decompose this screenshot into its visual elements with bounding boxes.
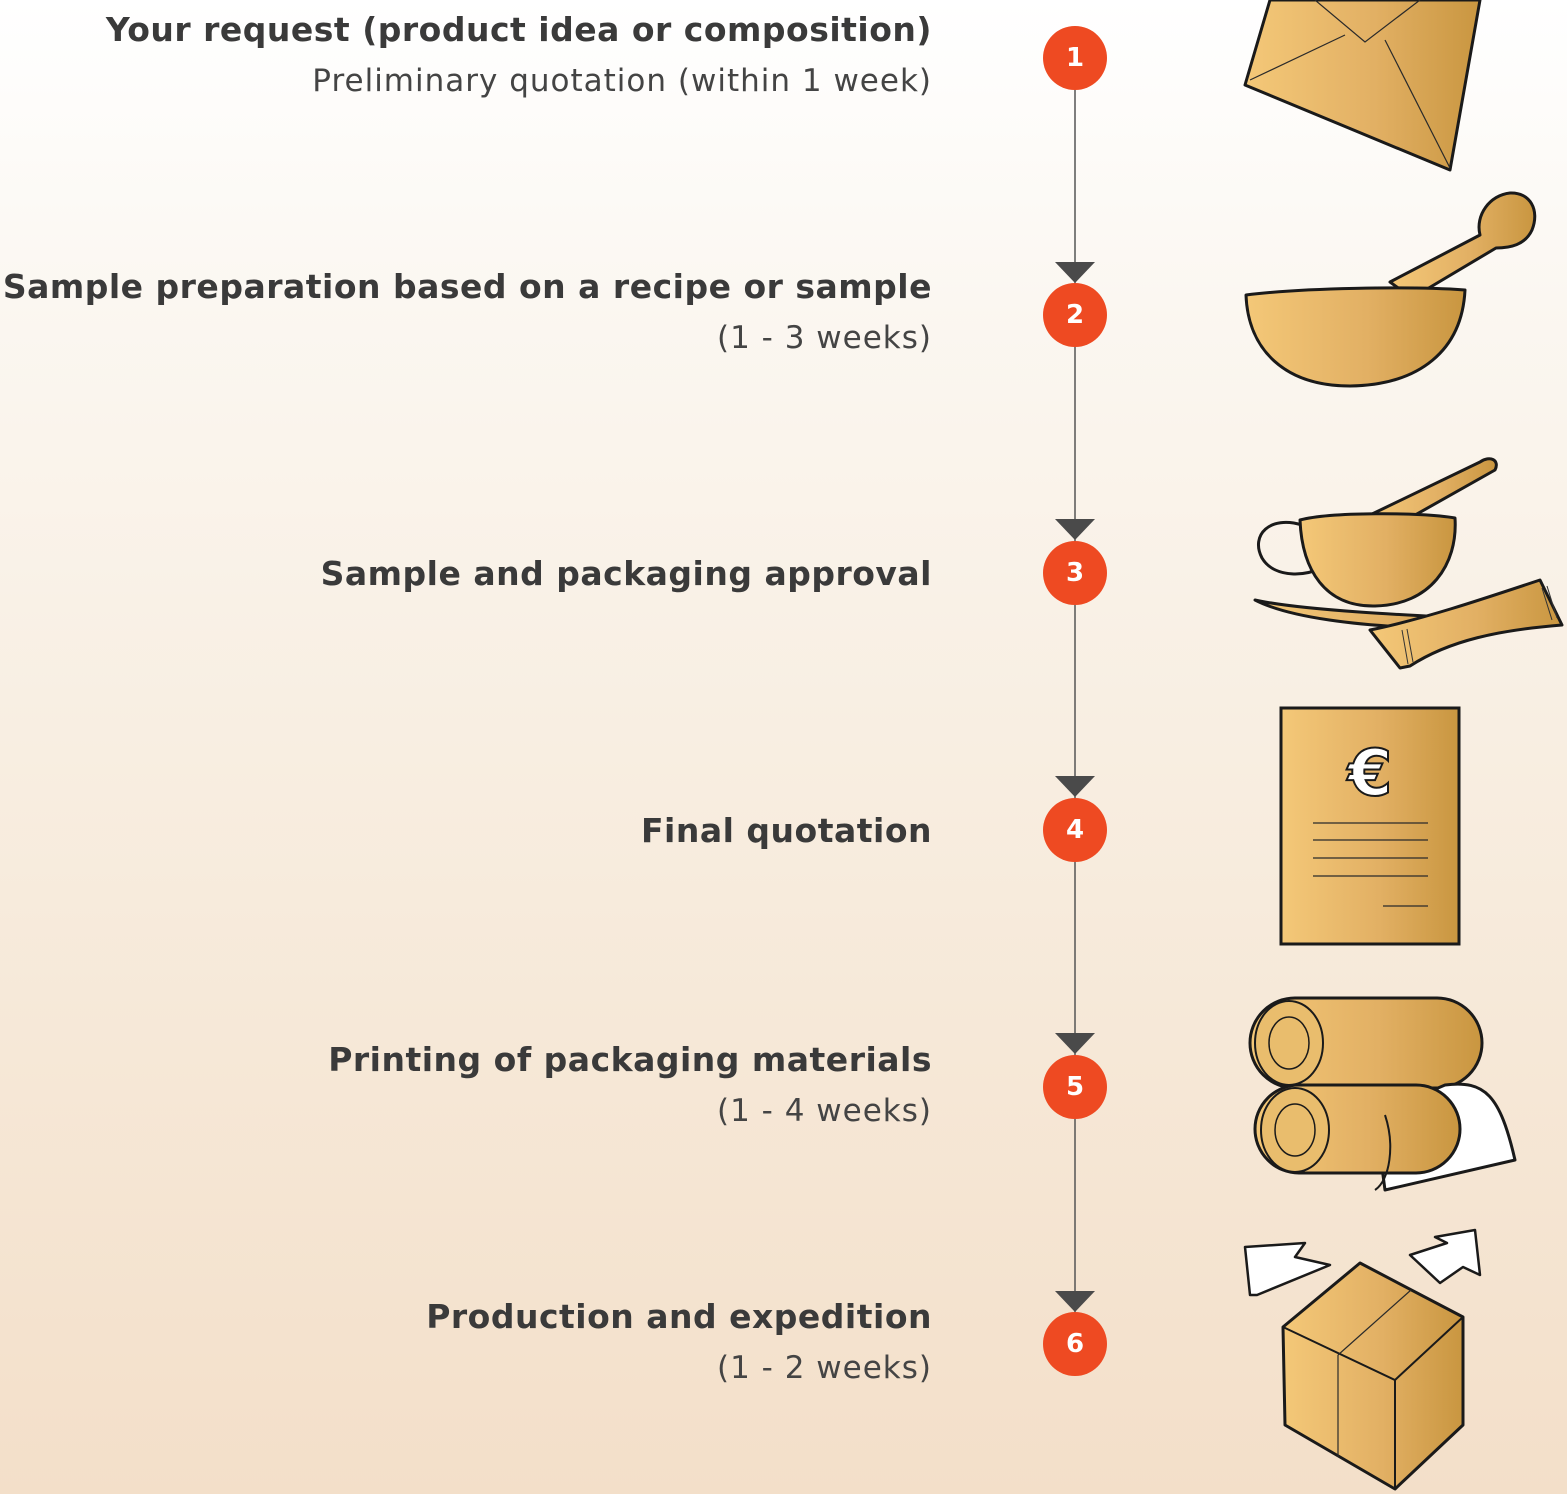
step-number-badge: 6	[1043, 1312, 1107, 1376]
step-title: Production and expedition	[426, 1297, 932, 1336]
arrow-out-icon	[1410, 1230, 1480, 1283]
arrow-down-icon	[1055, 1291, 1095, 1312]
arrow-down-icon	[1055, 262, 1095, 283]
step-title: Final quotation	[641, 811, 932, 850]
step-number-badge: 4	[1043, 798, 1107, 862]
cup-and-sachet-icon	[1250, 450, 1567, 675]
euro-symbol: €	[1347, 737, 1393, 811]
step-number-badge: 2	[1043, 283, 1107, 347]
step-subtitle: (1 - 3 weeks)	[717, 320, 932, 356]
step-6	[426, 1297, 932, 1386]
mortar-pestle-icon	[1240, 190, 1540, 395]
step-2	[2, 267, 932, 356]
step-3	[320, 554, 932, 593]
arrow-out-icon	[1245, 1243, 1330, 1295]
step-1	[105, 10, 932, 99]
shipping-box-icon	[1235, 1225, 1495, 1494]
step-title: Sample preparation based on a recipe or sample	[2, 267, 932, 306]
step-title: Printing of packaging materials	[328, 1040, 932, 1079]
step-5	[328, 1040, 932, 1129]
step-subtitle: Preliminary quotation (within 1 week)	[312, 63, 932, 99]
euro-document-icon	[1275, 700, 1470, 955]
step-title: Your request (product idea or composition)	[105, 10, 932, 49]
step-subtitle: (1 - 2 weeks)	[717, 1350, 932, 1386]
arrow-down-icon	[1055, 776, 1095, 797]
step-number-badge: 1	[1043, 26, 1107, 90]
step-number-badge: 3	[1043, 541, 1107, 605]
arrow-down-icon	[1055, 1033, 1095, 1054]
step-subtitle: (1 - 4 weeks)	[717, 1093, 932, 1129]
step-4	[641, 811, 932, 850]
paper-rolls-icon	[1245, 995, 1530, 1195]
step-number-badge: 5	[1043, 1055, 1107, 1119]
arrow-down-icon	[1055, 519, 1095, 540]
envelope-icon	[1235, 0, 1485, 180]
step-title: Sample and packaging approval	[320, 554, 932, 593]
